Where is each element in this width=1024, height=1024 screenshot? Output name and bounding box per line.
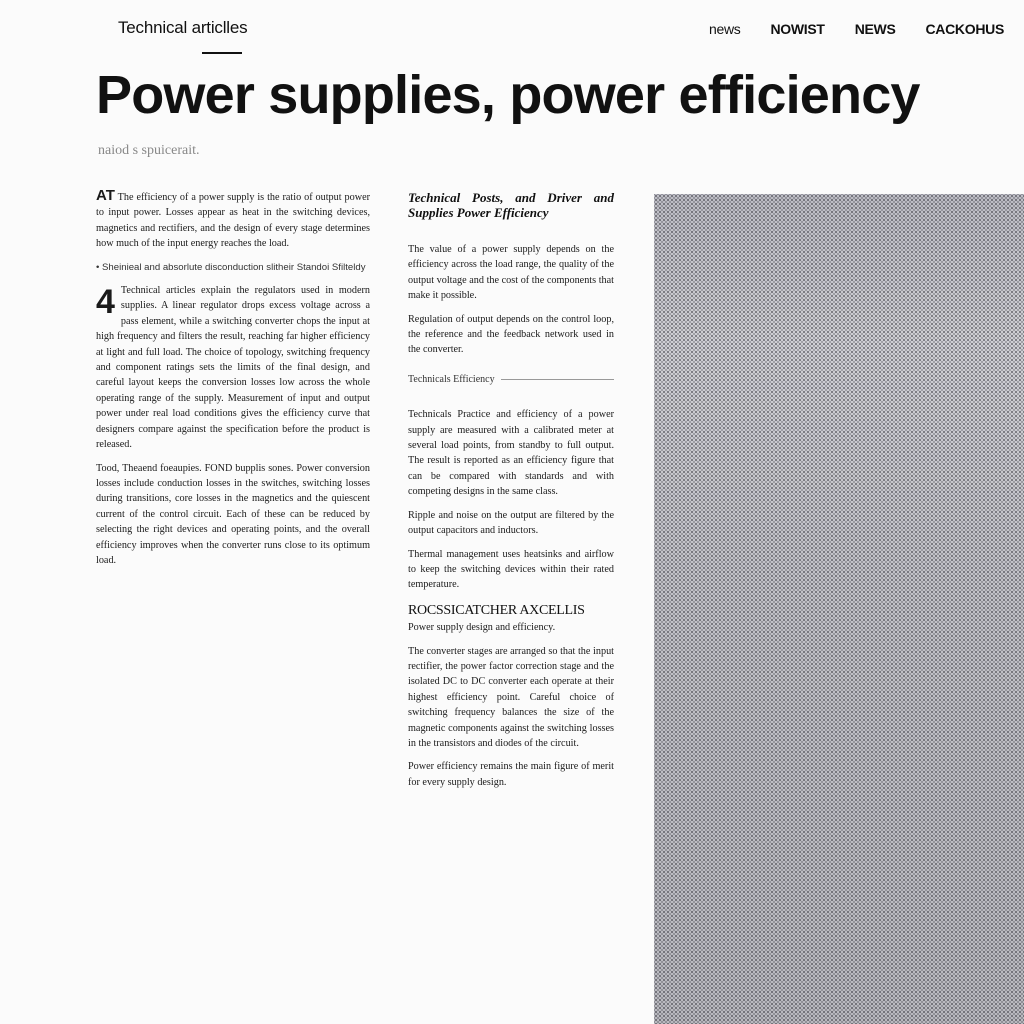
- section-underline: [202, 52, 242, 54]
- nav-link-news-light[interactable]: news: [709, 21, 741, 37]
- bullet-icon: •: [96, 261, 103, 273]
- lead-paragraph: [96, 188, 370, 252]
- article-headline: Power supplies, power efficiency: [96, 65, 920, 125]
- section-label[interactable]: Technical articlles: [118, 18, 248, 37]
- sidebar-paragraph-1: The value of a power supply depends on the efficiency across the load range, the quality of the output voltage and the cost of the components that make it possible.: [408, 244, 614, 302]
- drop-cap: 4: [96, 283, 115, 322]
- sidebar-paragraph-4: Ripple and noise on the output are filtered by the output capacitors and inductors.: [408, 509, 614, 537]
- body-paragraph: Tood, Theaend foeaupies. FOND bupplis sones. Power conversion losses include conduction losses in the switches, switching losses during transitions, core losses in the magnetics and the quiescent current of the control circuit. Each of these can be reduced by selecting the right devices and operating points, and the overall efficiency improves when the converter runs close to its optimum load.: [96, 462, 370, 566]
- sidebar-paragraph-7: Power efficiency remains the main figure of merit for every supply design.: [408, 761, 614, 788]
- sidebar-headline: Technical Posts, and Driver and Supplies Power Efficiency: [408, 190, 614, 220]
- drop-cap-paragraph: [96, 283, 370, 452]
- sidebar-paragraph-6: The converter stages are arranged so that the input rectifier, the power factor correction stage and the isolated DC to DC converter each operate at their highest efficiency point. Careful choice of switching frequency balances the size of the magnetic components against the switching losses in the transistors and diodes of the circuit.: [408, 645, 614, 749]
- article-column-1: [96, 188, 370, 576]
- bullet-line: [96, 260, 370, 275]
- bullet-text: Sheinieal and absorlute disconduction slitheir Standoi Sfilteldy: [102, 261, 366, 273]
- halftone-photo: [654, 194, 1024, 1024]
- body-paragraph-text: Technical articles explain the regulators used in modern supplies. A linear regulator drops excess voltage across a pass element, while a switching converter chops the input at high frequency and filters the result, reaching far higher efficiency at light and full load. The choice of topology, switching frequency and component ratings sets the limits of the final design, and careful layout keeps the conversion losses low across the whole operating range of the supply. Measurement of input and output power under real load conditions gives the efficiency curve that designers compare against the specification before the product is released.: [96, 285, 370, 451]
- divider-label: Technicals Efficiency: [408, 373, 495, 385]
- sidebar-paragraph-3: Technicals Practice and efficiency of a power supply are measured with a calibrated meter at several load points, from standby to full output. The result is reported as an efficiency figure that can be compared with standards and with competing designs in the same class.: [408, 409, 614, 498]
- article-dek: naiod s spuicerait.: [98, 143, 200, 158]
- lead-paragraph-text: The efficiency of a power supply is the ratio of output power to input power. Losses appear as heat in the switching devices, magnetics and rectifiers, and the design of every stage determines how much of the input energy reaches the load.: [96, 192, 370, 250]
- sidebar-paragraph-2: Regulation of output depends on the control loop, the reference and the feedback network used in the converter.: [408, 313, 614, 356]
- lead-initials: AT: [96, 187, 115, 204]
- article-column-2: [408, 190, 614, 798]
- sidebar-paragraph-5: Thermal management uses heatsinks and airflow to keep the switching devices within their rated temperature.: [408, 548, 614, 591]
- site-header: [0, 0, 1024, 60]
- top-nav: [709, 21, 1004, 37]
- sidebar-subhead: ROCSSICATCHER AXCELLIS: [408, 602, 585, 618]
- divider-rule: [501, 379, 614, 380]
- sidebar-subhead-caption: Power supply design and efficiency.: [408, 622, 556, 634]
- nav-link-news[interactable]: NEWS: [854, 21, 896, 37]
- section-divider: [408, 372, 614, 387]
- nav-link-nowist[interactable]: NOWIST: [770, 21, 825, 37]
- nav-link-cackohus[interactable]: CACKOHUS: [925, 21, 1004, 37]
